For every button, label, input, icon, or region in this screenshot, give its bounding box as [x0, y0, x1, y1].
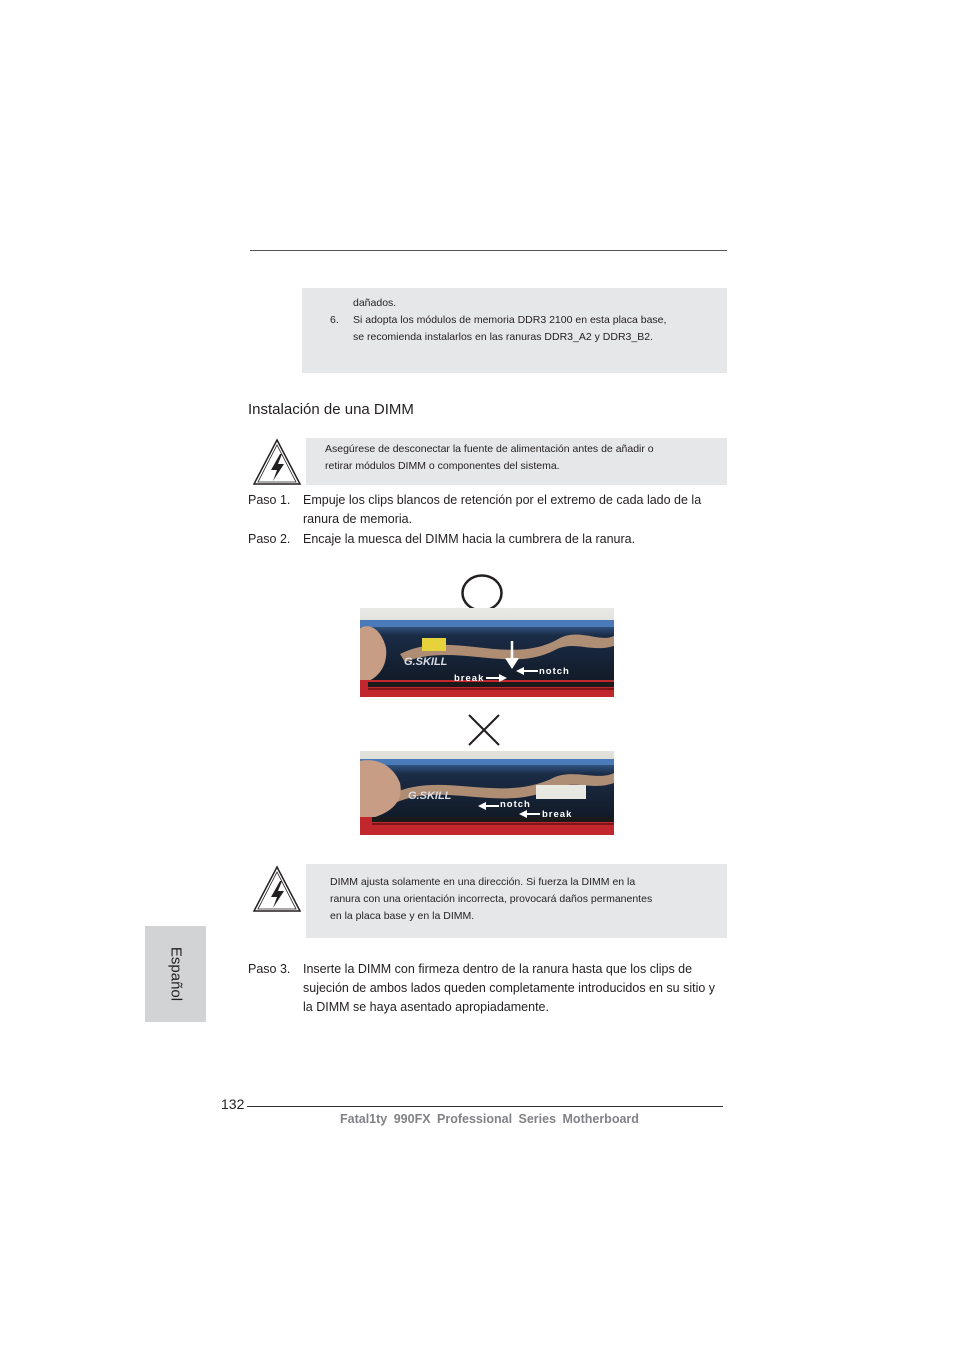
- warning-icon: [251, 864, 303, 914]
- warning-box-1: [306, 438, 727, 485]
- dimm-photo-wrong: [360, 751, 614, 835]
- notch-label: notch: [539, 666, 570, 677]
- warning-box-2: [306, 864, 727, 938]
- step-text: ranura de memoria.: [303, 512, 413, 526]
- note-line: dañados.: [353, 297, 397, 309]
- step-label: Paso 2.: [248, 532, 291, 546]
- note-line: se recomienda instalarlos en las ranuras DDR3_A2 y DDR3_B2.: [353, 331, 653, 343]
- step-text: Empuje los clips blancos de retención por el extremo de cada lado de la: [303, 493, 702, 507]
- dimm-photo-correct: [360, 608, 614, 697]
- note-line: Si adopta los módulos de memoria DDR3 2100 en esta placa base,: [353, 314, 667, 326]
- step-label: Paso 3.: [248, 962, 291, 976]
- language-side-tab: [145, 926, 206, 1022]
- warning-icon: [251, 437, 303, 487]
- step-text: la DIMM se haya asentado apropiadamente.: [303, 1000, 549, 1014]
- step-text: Encaje la muesca del DIMM hacia la cumbrera de la ranura.: [303, 532, 636, 546]
- note-box-top: [302, 288, 727, 373]
- break-label: break: [454, 673, 485, 684]
- break-label: break: [542, 809, 573, 820]
- correct-circle-icon: [460, 573, 504, 613]
- warning-line: retirar módulos DIMM o componentes del sistema.: [325, 460, 560, 472]
- notch-label: notch: [500, 799, 531, 810]
- warning-line: ranura con una orientación incorrecta, provocará daños permanentes: [330, 893, 653, 905]
- page-number: 132: [221, 1096, 245, 1112]
- top-divider: [250, 250, 727, 251]
- warning-line: en la placa base y en la DIMM.: [330, 910, 475, 922]
- footer-divider: [247, 1106, 723, 1107]
- footer-title: Fatal1ty 990FX Professional Series Motherboard: [340, 1112, 639, 1126]
- section-title: Instalación de una DIMM: [248, 401, 414, 418]
- step-2: [248, 530, 728, 550]
- note-item-number: 6.: [330, 314, 339, 326]
- step-text: Inserte la DIMM con firmeza dentro de la ranura hasta que los clips de: [303, 962, 693, 976]
- brand-label: G.SKILL: [404, 656, 448, 668]
- wrong-x-icon: [466, 712, 502, 748]
- step-label: Paso 1.: [248, 493, 291, 507]
- step-text: sujeción de ambos lados queden completamente introducidos en su sitio y: [303, 981, 716, 995]
- warning-line: Asegúrese de desconectar la fuente de alimentación antes de añadir o: [325, 443, 654, 455]
- brand-label: G.SKILL: [408, 790, 452, 802]
- step-3: [248, 960, 728, 1020]
- language-label: Español: [167, 946, 184, 1002]
- warning-line: DIMM ajusta solamente en una dirección. Si fuerza la DIMM en la: [330, 876, 636, 888]
- step-1: [248, 491, 728, 531]
